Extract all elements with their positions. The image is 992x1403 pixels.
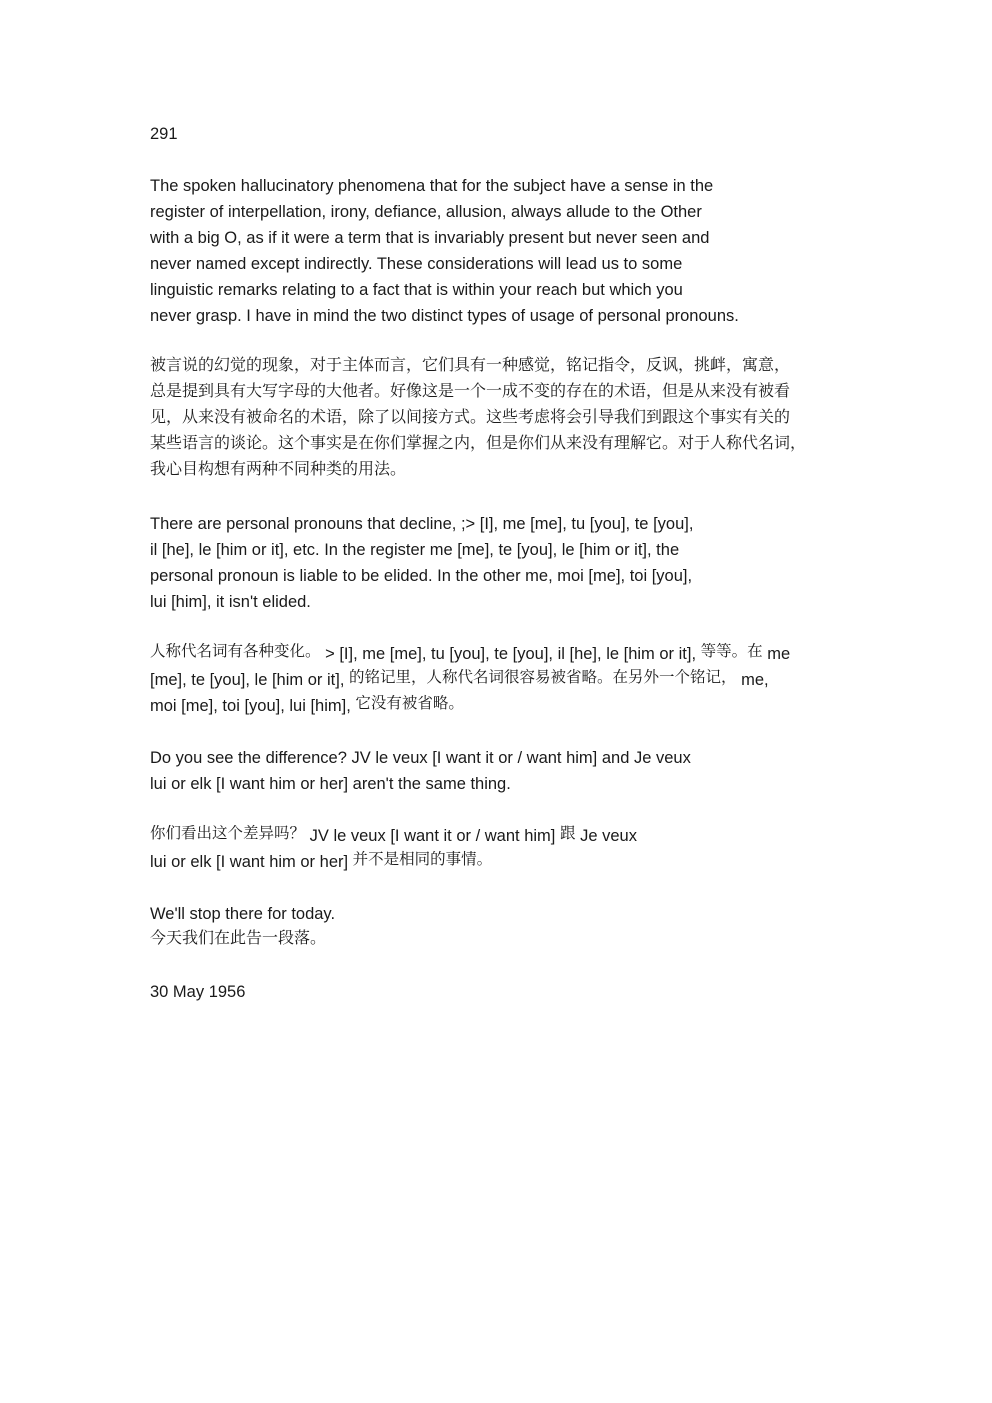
paragraph-line: There are personal pronouns that decline, ;> [I], me [me], tu [you], te [you], (150, 515, 694, 533)
mixed-en-segment: moi [me], toi [you], lui [him], (150, 697, 351, 715)
mixed-en-segment: me, (741, 671, 769, 689)
paragraph-line: register of interpellation, irony, defiance, allusion, always allude to the Other (150, 203, 702, 221)
mixed-line (150, 644, 790, 664)
paragraph-line-zh: 被言说的幻觉的现象，对于主体而言，它们具有一种感觉，铭记指令，反讽，挑衅，寓意， (150, 355, 791, 374)
closing-line: We'll stop there for today. (150, 905, 336, 923)
paragraph-line: Do you see the difference? JV le veux [I want it or / want him] and Je veux (150, 749, 691, 767)
paragraph-line-zh: 见，从来没有被命名的术语，除了以间接方式。这些考虑将会引导我们到跟这个事实有关的 (150, 407, 791, 426)
mixed-line (150, 826, 637, 846)
mixed-zh-segment: 你们看出这个差异吗？ (150, 824, 306, 842)
mixed-en-segment: Je veux (580, 827, 637, 845)
mixed-en-segment: lui or elk [I want him or her] (150, 853, 349, 871)
mixed-zh-segment: 人称代名词有各种变化。 (150, 642, 321, 660)
mixed-en-segment: me (767, 645, 791, 663)
paragraph-line-zh: 我心目构想有两种不同种类的用法。 (150, 459, 407, 478)
paragraph-line: linguistic remarks relating to a fact that is within your reach but which you (150, 281, 683, 299)
paragraph-line: lui or elk [I want him or her] aren't the same thing. (150, 775, 511, 793)
mixed-line (150, 696, 464, 716)
mixed-line (150, 852, 492, 872)
paragraph-line: lui [him], it isn't elided. (150, 593, 311, 611)
mixed-zh-segment: 等等。在 (700, 642, 763, 660)
paragraph-line-zh: 总是提到具有大写字母的大他者。好像这是一个一成不变的存在的术语，但是从来没有被看 (150, 381, 791, 400)
paragraph-line: with a big O, as if it were a term that is invariably present but never seen and (150, 229, 710, 247)
page-number: 291 (150, 125, 178, 143)
mixed-zh-segment: 的铭记里，人称代名词很容易被省略。在另外一个铭记， (349, 668, 737, 686)
paragraph-line: never named except indirectly. These considerations will lead us to some (150, 255, 683, 273)
mixed-zh-segment: 它没有被省略。 (355, 694, 464, 712)
paragraph-line: il [he], le [him or it], etc. In the register me [me], te [you], le [him or it], the (150, 541, 680, 559)
paragraph-line: The spoken hallucinatory phenomena that for the subject have a sense in the (150, 177, 714, 195)
closing-line-zh: 今天我们在此告一段落。 (150, 928, 327, 947)
mixed-en-segment: JV le veux [I want it or / want him] (309, 827, 556, 845)
paragraph-line: personal pronoun is liable to be elided. In the other me, moi [me], toi [you], (150, 567, 693, 585)
paragraph-line: never grasp. I have in mind the two distinct types of usage of personal pronouns. (150, 307, 739, 325)
mixed-en-segment: > [I], me [me], tu [you], te [you], il [he], le [him or it], (325, 645, 697, 663)
lecture-date: 30 May 1956 (150, 983, 246, 1001)
mixed-en-segment: [me], te [you], le [him or it], (150, 671, 345, 689)
paragraph-line-zh: 某些语言的谈论。这个事实是在你们掌握之内，但是你们从来没有理解它。对于人称代名词， (150, 433, 807, 452)
mixed-zh-segment: 跟 (559, 824, 576, 842)
mixed-line (150, 670, 769, 690)
mixed-zh-segment: 并不是相同的事情。 (352, 850, 493, 868)
